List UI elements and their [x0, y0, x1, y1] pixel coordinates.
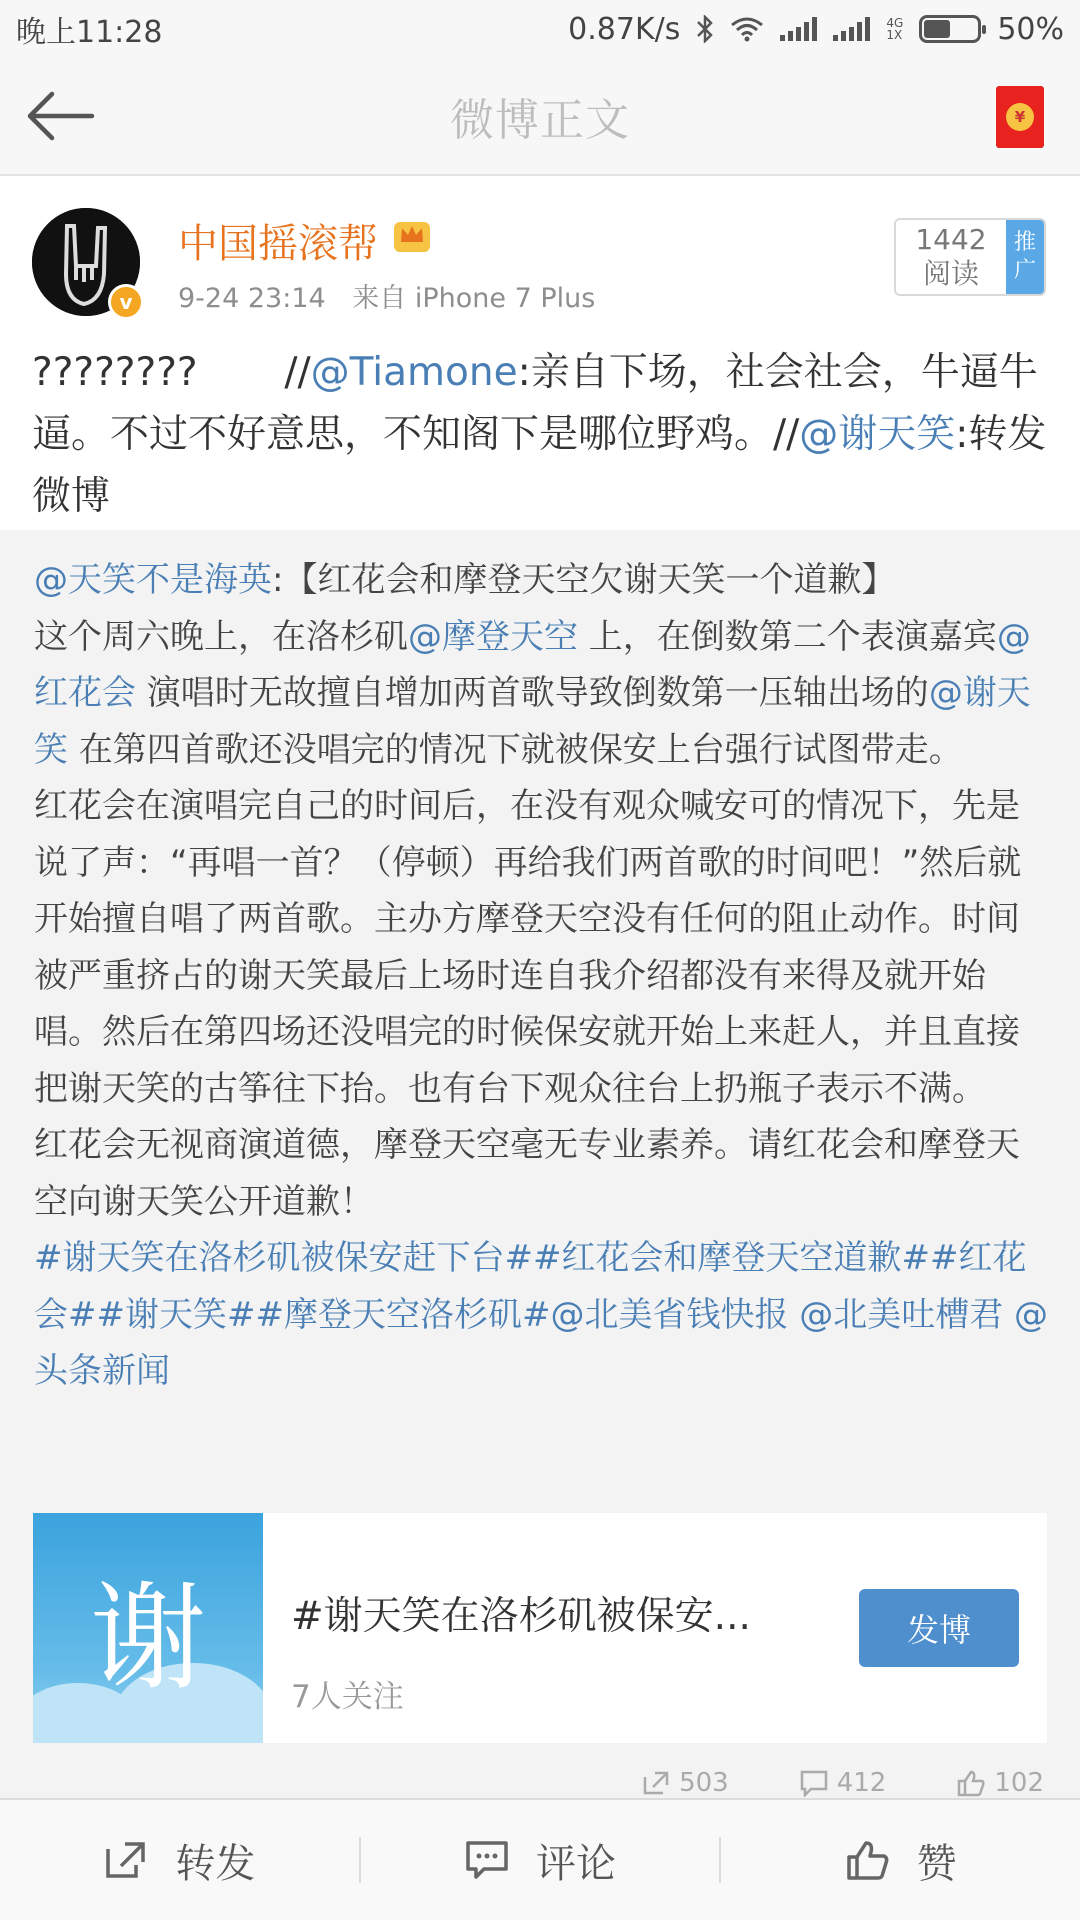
mention-link[interactable]: @Tiamone	[310, 350, 518, 395]
read-count-box[interactable]	[894, 218, 1046, 296]
original-post[interactable]	[0, 530, 1080, 1800]
like-count[interactable]: 102	[956, 1768, 1044, 1798]
like-button[interactable]: 赞	[721, 1832, 1080, 1889]
verified-badge-icon: v	[108, 284, 144, 320]
back-arrow-icon[interactable]	[22, 86, 98, 146]
network-speed: 0.87K/s	[568, 11, 681, 47]
red-envelope-icon[interactable]: ¥	[996, 86, 1044, 148]
network-type: 4G 1X	[886, 16, 904, 42]
status-right	[568, 12, 1064, 47]
topic-title: #谢天笑在洛杉矶被保安...	[291, 1594, 751, 1639]
original-post-text: @天笑不是海英:【红花会和摩登天空欠谢天笑一个道歉】 这个周六晚上，在洛杉矶@摩登天空 上，在倒数第二个表演嘉宾@红花会 演唱时无故擅自增加两首歌导致倒数第一压轴出场的@谢天笑 在第四首歌还没唱完的情况下就被保安上台强行试图带走。 红花会在演唱完自己的时间后，在没有观众喊安可的情况下，先是说了声：“再唱一首？（停顿）再给我们两首歌的时间吧！”然后就开始擅自唱了两首歌。主办方摩登天空没有任何的阻止动作。时间被严重挤占的谢天笑最后上场时连自我介绍都没有来得及就开始唱。然后在第四场还没唱完的时候保安就开始上来赶人，并且直接把谢天笑的古筝往下抬。也有台下观众往台上扔瓶子表示不满。 红花会无视商演道德，摩登天空毫无专业素养。请红花会和摩登天空向谢天笑公开道歉！ #谢天笑在洛杉矶被保安赶下台##红花会和摩登天空道歉##红花会##谢天笑##摩登天空洛杉矶#@北美省钱快报 @北美吐槽君 @头条新闻	[34, 552, 1049, 1400]
comment-icon	[464, 1839, 510, 1881]
wifi-icon	[730, 16, 764, 42]
signal-secondary-icon	[833, 17, 870, 41]
post-meta	[178, 276, 595, 315]
comment-button[interactable]: 评论	[361, 1832, 720, 1889]
mention-link[interactable]: @红花会	[34, 616, 1031, 713]
mention-link[interactable]: @谢天笑	[799, 412, 956, 457]
username[interactable]: 中国摇滚帮	[178, 221, 378, 267]
topic-thumbnail: 谢	[33, 1513, 263, 1743]
mention-link[interactable]: @谢天笑	[34, 673, 1031, 770]
topic-followers: 7人关注	[291, 1679, 404, 1715]
bluetooth-icon	[696, 15, 714, 43]
mention-link[interactable]: @天笑不是海英	[34, 560, 272, 600]
topic-card[interactable]	[33, 1513, 1047, 1743]
promote-tag[interactable]: 推 广	[1006, 220, 1044, 294]
repost-icon	[641, 1769, 671, 1797]
read-count: 1442 阅读	[915, 223, 987, 290]
hashtags[interactable]: #谢天笑在洛杉矶被保安赶下台##红花会和摩登天空道歉##红花会##谢天笑##摩登天空洛杉矶#@北美省钱快报 @北美吐槽君 @头条新闻	[34, 1238, 1049, 1391]
post-button[interactable]: 发博	[859, 1589, 1019, 1667]
battery-icon	[919, 15, 981, 43]
post-time: 9-24 23:14	[178, 283, 326, 314]
mention-link[interactable]: @摩登天空	[408, 616, 578, 657]
battery-percent: 50%	[997, 11, 1064, 47]
thumbs-up-icon	[845, 1839, 891, 1881]
repost-button[interactable]: 转发	[0, 1832, 359, 1889]
status-bar	[0, 0, 1080, 58]
original-stats	[641, 1768, 1044, 1798]
post-source: 来自 iPhone 7 Plus	[352, 283, 596, 314]
page-title: 微博正文	[450, 95, 630, 146]
crown-icon	[392, 216, 432, 254]
repost-text: ???????? //@Tiamone:亲自下场，社会社会，牛逼牛逼。不过不好意思，不知阁下是哪位野鸡。//@谢天笑:转发微博	[32, 350, 1047, 519]
status-time: 晚上11:28	[16, 15, 163, 50]
repost-count[interactable]: 503	[641, 1768, 729, 1798]
signal-icon	[780, 17, 817, 41]
thumbs-up-icon	[956, 1769, 986, 1797]
repost-icon	[103, 1839, 149, 1881]
title-bar	[0, 58, 1080, 176]
comment-icon	[799, 1769, 829, 1797]
comment-count[interactable]: 412	[799, 1768, 887, 1798]
bottom-action-bar	[0, 1798, 1080, 1920]
